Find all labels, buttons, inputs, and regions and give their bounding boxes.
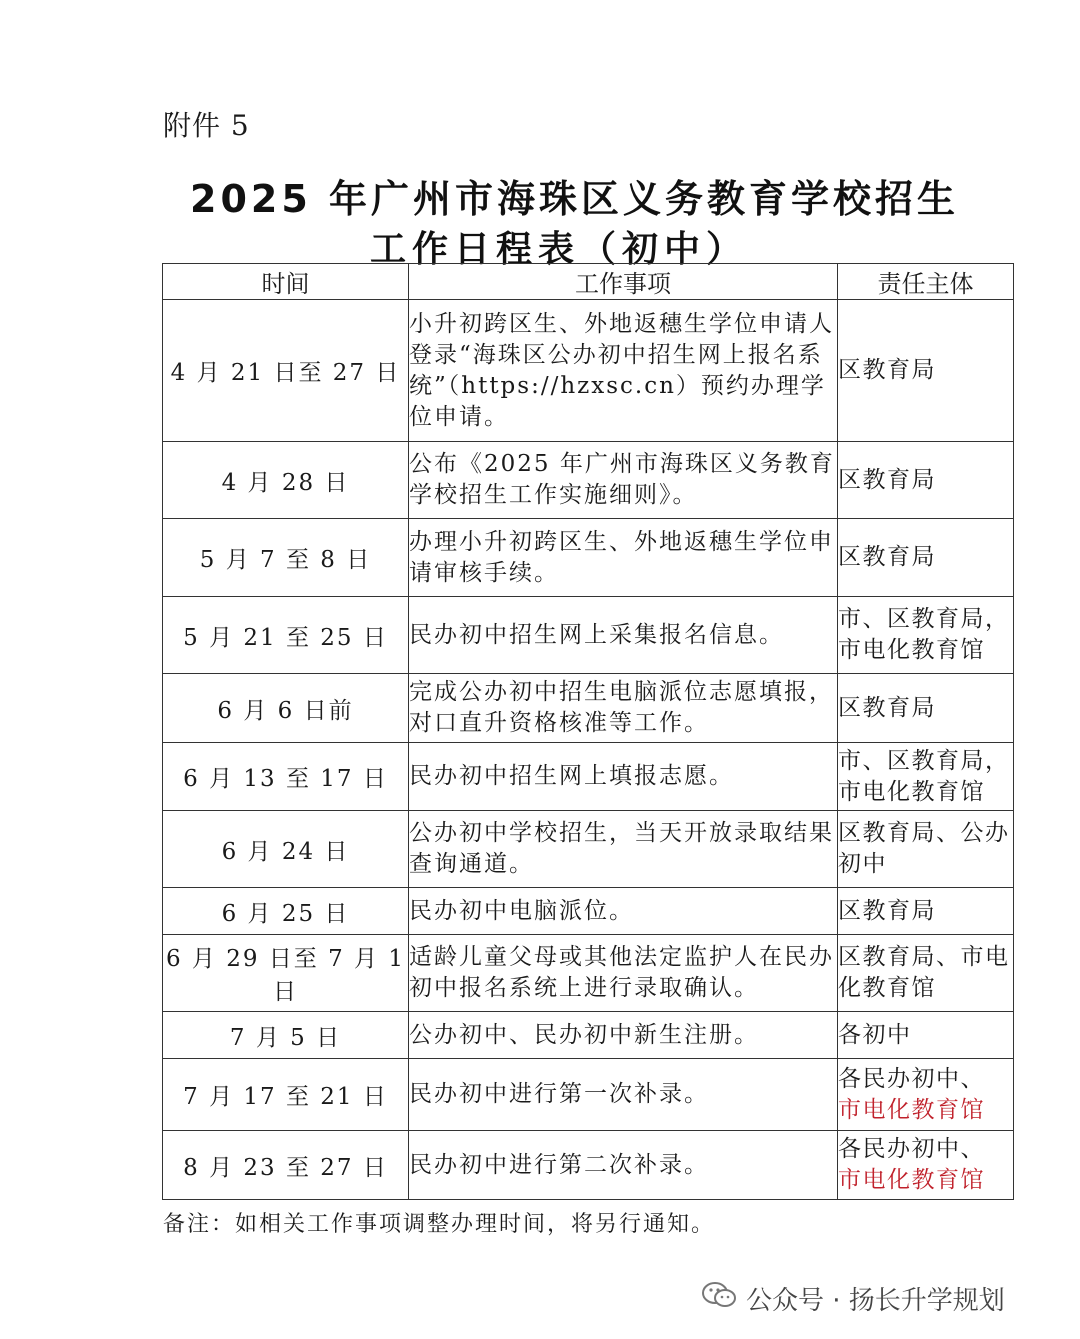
row-responsible: 区教育局 xyxy=(838,300,1014,442)
title-line-2: 工作日程表（初中） xyxy=(370,229,749,270)
table-row xyxy=(163,300,1014,442)
row-item: 公布《2025 年广州市海珠区义务教育学校招生工作实施细则》。 xyxy=(409,442,838,519)
row-item: 民办初中电脑派位。 xyxy=(409,888,838,935)
row-item: 办理小升初跨区生、外地返穗生学位申请审核手续。 xyxy=(409,519,838,597)
row-time: 7 月 17 至 21 日 xyxy=(163,1059,409,1131)
row-item: 公办初中、民办初中新生注册。 xyxy=(409,1012,838,1059)
row-item: 民办初中进行第二次补录。 xyxy=(409,1131,838,1200)
attachment-label: 附件 5 xyxy=(163,109,250,142)
row-item: 完成公办初中招生电脑派位志愿填报，对口直升资格核准等工作。 xyxy=(409,674,838,743)
table-row xyxy=(163,597,1014,674)
row-item: 适龄儿童父母或其他法定监护人在民办初中报名系统上进行录取确认。 xyxy=(409,935,838,1012)
row-responsible: 区教育局、公办初中 xyxy=(838,811,1014,888)
row-time: 8 月 23 至 27 日 xyxy=(163,1131,409,1200)
row-responsible: 区教育局 xyxy=(838,519,1014,597)
row-time: 5 月 7 至 8 日 xyxy=(163,519,409,597)
footer-watermark xyxy=(700,1280,1005,1317)
row-responsible xyxy=(838,1131,1014,1200)
row-responsible: 区教育局、市电化教育馆 xyxy=(838,935,1014,1012)
table-row xyxy=(163,743,1014,811)
table-row xyxy=(163,674,1014,743)
table-row xyxy=(163,519,1014,597)
row-responsible: 各初中 xyxy=(838,1012,1014,1059)
row-time: 6 月 25 日 xyxy=(163,888,409,935)
table-row xyxy=(163,888,1014,935)
responsible-text: 各民办初中、 xyxy=(838,1136,985,1162)
table-row xyxy=(163,811,1014,888)
table-row xyxy=(163,1059,1014,1131)
row-time: 7 月 5 日 xyxy=(163,1012,409,1059)
row-responsible: 区教育局 xyxy=(838,674,1014,743)
table-row xyxy=(163,1012,1014,1059)
row-responsible xyxy=(838,1059,1014,1131)
row-responsible: 区教育局 xyxy=(838,442,1014,519)
responsible-text-highlighted: 市电化教育馆 xyxy=(838,1167,985,1193)
responsible-text-highlighted: 市电化教育馆 xyxy=(838,1096,985,1123)
row-time: 6 月 29 日至 7 月 1 日 xyxy=(163,935,409,1012)
row-item: 公办初中学校招生，当天开放录取结果查询通道。 xyxy=(409,811,838,888)
row-time: 6 月 24 日 xyxy=(163,811,409,888)
table-row xyxy=(163,442,1014,519)
row-item: 小升初跨区生、外地返穗生学位申请人登录“海珠区公办初中招生网上报名系统”（https://hzxsc.cn）预约办理学位申请。 xyxy=(409,300,838,442)
schedule-table xyxy=(162,263,1014,1200)
header-time: 时间 xyxy=(163,264,409,300)
row-item: 民办初中进行第一次补录。 xyxy=(409,1059,838,1131)
row-time: 6 月 6 日前 xyxy=(163,674,409,743)
row-responsible: 区教育局 xyxy=(838,888,1014,935)
row-item: 民办初中招生网上采集报名信息。 xyxy=(409,597,838,674)
title-line-1: 2025 年广州市海珠区义务教育学校招生 xyxy=(190,177,959,221)
row-item: 民办初中招生网上填报志愿。 xyxy=(409,743,838,811)
row-responsible: 市、区教育局，市电化教育馆 xyxy=(838,743,1014,811)
table-row xyxy=(163,1131,1014,1200)
table-header-row xyxy=(163,264,1014,300)
table-row xyxy=(163,935,1014,1012)
header-responsible: 责任主体 xyxy=(838,264,1014,300)
row-time: 6 月 13 至 17 日 xyxy=(163,743,409,811)
header-item: 工作事项 xyxy=(409,264,838,300)
row-time: 4 月 28 日 xyxy=(163,442,409,519)
row-time: 4 月 21 日至 27 日 xyxy=(163,300,409,442)
remark-note: 备注：如相关工作事项调整办理时间，将另行通知。 xyxy=(163,1212,716,1237)
wechat-icon xyxy=(700,1280,738,1317)
footer-text: 公众号 · 扬长升学规划 xyxy=(746,1286,1005,1316)
row-responsible: 市、区教育局，市电化教育馆 xyxy=(838,597,1014,674)
row-time: 5 月 21 至 25 日 xyxy=(163,597,409,674)
responsible-text: 各民办初中、 xyxy=(838,1065,985,1092)
